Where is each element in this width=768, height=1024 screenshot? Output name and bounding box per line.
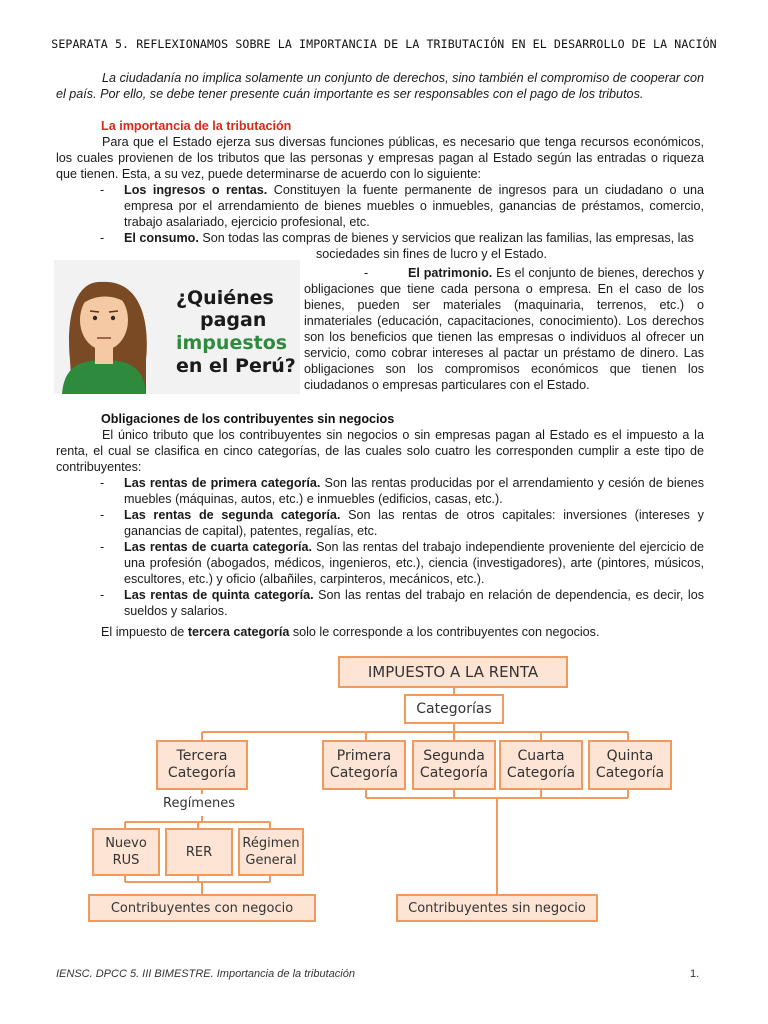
list-text: Constituyen la fuente permanente de ingresos para un ciudadano o una empresa por el arrendamiento de bienes muebles o inmuebles, ganancias de préstamos, comercio, trabajo asalariado, ejercicio profesional, etc. <box>124 183 704 229</box>
illustration-line4: en el Perú? <box>176 355 296 377</box>
list-text: Son todas las compras de bienes y servicios que realizan las familias, las empresas, las <box>198 231 694 245</box>
list-term: Las rentas de segunda categoría. <box>124 508 341 522</box>
intro-paragraph: La ciudadanía no implica solamente un conjunto de derechos, sino también el compromiso de cooperar con el país. Por ello, se debe tener presente cuán importante es ser responsables con el pago de los tributos. <box>56 71 704 101</box>
list-text: Es el conjunto de bienes, derechos y obligaciones que tiene cada persona o empresa. En el caso de los bienes, pueden ser materiales (maquinaria, terrenos, etc.) o inmateriales (educación, capacitaciones, conocimiento). Los derechos son los beneficios que tienen las empresas o individuos al ofrecer un servicio, como cobrar intereses al pactar un préstamo de dinero. Las obligaciones son los compromisos económicos que tienen los ciudadanos o empresas particulares con el Estado. <box>304 266 705 392</box>
page-number: 1. <box>690 968 700 980</box>
list-item <box>56 230 704 246</box>
list-item <box>56 182 704 230</box>
box-line: Quinta <box>606 748 654 764</box>
box-line: Segunda <box>423 748 485 764</box>
closing-post: solo le corresponde a los contribuyentes con negocios. <box>289 625 600 639</box>
quienes-pagan-illustration <box>54 260 300 394</box>
list-continuation: sociedades sin fines de lucro y el Estado. <box>316 247 548 261</box>
list-dash-patrimonio <box>304 265 408 281</box>
regimenes-label: Regímenes <box>163 796 235 811</box>
right-brow <box>109 311 118 312</box>
riqueza-list <box>56 182 704 246</box>
box-line: Tercera <box>176 748 228 764</box>
box-line: Cuarta <box>517 748 565 764</box>
left-brow <box>90 311 99 312</box>
list-text: Son las rentas del trabajo independiente proveniente del ejercicio de una profesión (abogados, médicos, ingenieros, etc.), ciencia (investigadores), arte (pintores, músicos, escultores, etc.) y oficio (albañiles, carpinteros, mecánicos, etc.). <box>124 540 704 586</box>
closing-term: tercera categoría <box>187 625 290 639</box>
box-line: General <box>245 853 297 868</box>
list-term: El consumo. <box>124 231 199 245</box>
box-primera-categoria <box>322 740 406 790</box>
section-paragraph-importancia: Para que el Estado ejerza sus diversas funciones públicas, es necesario que tenga recursos económicos, los cuales provienen de los tributos que las personas y empresas pagan al Estado según las entradas o riqueza que tienen. Esta, a su vez, puede determinarse de acuerdo con lo siguiente: <box>56 135 704 181</box>
box-tercera-categoria <box>156 740 248 790</box>
list-text: Son las rentas producidas por el arrendamiento y cesión de bienes muebles (máquinas, autos, etc.) e inmuebles (edificios, casas, etc.). <box>124 476 705 506</box>
illustration-line2: pagan <box>200 309 267 331</box>
box-line: Categoría <box>167 765 237 781</box>
box-line: Nuevo <box>105 836 147 851</box>
closing-paragraph <box>101 624 701 640</box>
box-line: Régimen <box>242 836 300 851</box>
list-item-patrimonio <box>304 265 704 393</box>
woman-illustration <box>54 260 300 394</box>
list-text: Son las rentas de otros capitales: inversiones (intereses y ganancias de capital), patentes, regalías, etc. <box>124 508 704 538</box>
footer-text: IENSC. DPCC 5. III BIMESTRE. Importancia de la tributación <box>56 968 355 980</box>
list-text: Son las rentas del trabajo en relación de dependencia, es decir, los sueldos y salarios. <box>124 588 705 618</box>
list-term: Los ingresos o rentas. <box>124 183 268 197</box>
list-item <box>56 475 704 507</box>
box-contribuyentes-sin-negocio: Contribuyentes sin negocio <box>396 894 598 922</box>
section-heading-importancia: La importancia de la tributación <box>101 119 292 133</box>
impuesto-renta-diagram <box>0 650 768 940</box>
list-dash: - <box>100 183 105 197</box>
categorias-list <box>56 475 704 619</box>
page-title: SEPARATA 5. REFLEXIONAMOS SOBRE LA IMPORTANCIA DE LA TRIBUTACIÓN EN EL DESARROLLO DE LA NACIÓN <box>51 37 717 51</box>
box-line: Primera <box>336 748 392 764</box>
section-heading-obligaciones: Obligaciones de los contribuyentes sin negocios <box>101 412 395 426</box>
list-dash: - <box>100 231 105 245</box>
list-dash: - <box>100 540 105 554</box>
list-item <box>56 587 704 619</box>
closing-pre: El impuesto de <box>101 625 188 639</box>
list-term: El patrimonio. <box>408 266 493 280</box>
box-regimen-general <box>238 828 304 876</box>
list-item <box>56 507 704 539</box>
box-segunda-categoria <box>412 740 496 790</box>
right-eye-icon <box>111 316 115 320</box>
box-line: Categoría <box>506 765 576 781</box>
illustration-line3: impuestos <box>176 332 288 354</box>
section-paragraph-obligaciones: El único tributo que los contribuyentes sin negocios o sin empresas pagan al Estado es el impuesto a la renta, el cual se clasifica en cinco categorías, de las cuales solo cuatro les corresponden cumplir a este tipo de contribuyentes: <box>56 428 704 474</box>
list-dash: - <box>364 266 369 280</box>
list-dash: - <box>100 508 105 522</box>
list-term: Las rentas de cuarta categoría. <box>124 540 312 554</box>
list-term: Las rentas de primera categoría. <box>124 476 321 490</box>
box-categorias: Categorías <box>404 694 504 724</box>
box-line: RUS <box>112 853 140 868</box>
left-eye-icon <box>93 316 97 320</box>
box-rer: RER <box>165 828 233 876</box>
box-nuevo-rus <box>92 828 160 876</box>
list-item <box>56 539 704 587</box>
box-line: Categoría <box>595 765 665 781</box>
box-impuesto-renta: IMPUESTO A LA RENTA <box>338 656 568 688</box>
list-dash: - <box>100 588 105 602</box>
box-line: Categoría <box>329 765 399 781</box>
list-dash: - <box>100 476 105 490</box>
list-term: Las rentas de quinta categoría. <box>124 588 314 602</box>
box-cuarta-categoria <box>499 740 583 790</box>
illustration-line1: ¿Quiénes <box>176 287 274 309</box>
box-contribuyentes-con-negocio: Contribuyentes con negocio <box>88 894 316 922</box>
box-line: Categoría <box>419 765 489 781</box>
box-quinta-categoria <box>588 740 672 790</box>
